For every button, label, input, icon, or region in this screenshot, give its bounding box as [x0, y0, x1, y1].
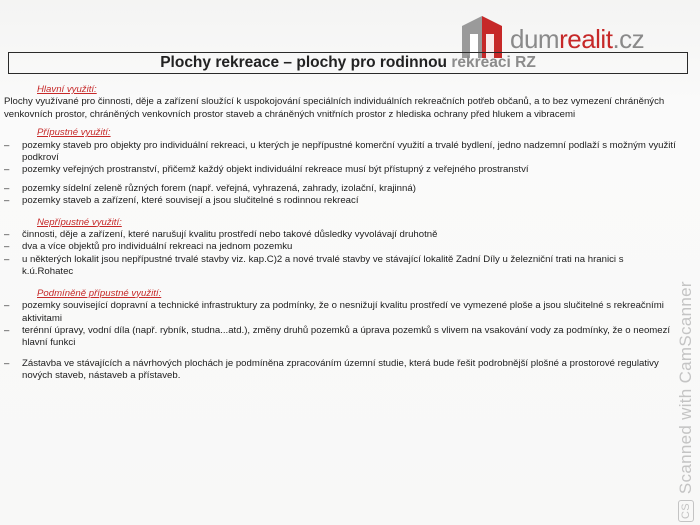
list-item: – pozemky veřejných prostranství, přičemž každý objekt individuální rekreace musí být přístupný z veřejného prostranství	[4, 164, 529, 176]
nepripustne-list	[4, 229, 676, 279]
list-item: – dva a více objektů pro individuální rekreaci na jednom pozemku	[4, 241, 293, 253]
hlavni-text: Plochy využívané pro činnosti, děje a zařízení sloužící k uspokojování speciálních individuálních rekreačních potřeb občanů, a to bez vymezení chráněných venkovních prostor, chráněných venkovních prostor staveb a chráněných vnitřních prostor z hlediska ochrany před hlukem a vibracemi	[4, 96, 665, 120]
logo-part-cz: .cz	[612, 24, 645, 54]
item-text: u některých lokalit jsou nepřípustné trvalé stavby viz. kap.C)2 a nové trvalé stavby ve stávající lokalitě Zadní Díly u železniční trati na hranici s k.ú.Rohatec	[22, 253, 624, 278]
list-item: – pozemky související dopravní a technické infrastruktury za podmínky, že o nesnižují kvalitu prostředí ve vymezené ploše a jsou slučitelné s rekreačními aktivitami	[4, 300, 664, 324]
logo-wordmark	[510, 24, 644, 55]
list-item: – činnosti, děje a zařízení, které narušují kvalitu prostředí nebo takové důsledky vyvolávají druhotně	[4, 229, 438, 241]
item-text: pozemky sídelní zeleně různých forem (např. veřejná, vyhrazená, zahrady, izolační, krajinná)	[22, 182, 416, 194]
camscanner-text: Scanned with CamScanner	[676, 281, 695, 495]
heading-hlavni: Hlavní využití:	[37, 84, 97, 95]
item-text: činnosti, děje a zařízení, které narušují kvalitu prostředí nebo takové důsledky vyvolávají druhotně	[22, 229, 438, 241]
page-title	[9, 53, 687, 73]
list-item: – u některých lokalit jsou nepřípustné trvalé stavby viz. kap.C)2 a nové trvalé stavby ve stávající lokalitě Zadní Díly u železniční trati na hranici s k.ú.Rohatec	[4, 253, 624, 278]
list-item: – pozemky sídelní zeleně různých forem (např. veřejná, vyhrazená, zahrady, izolační, krajinná)	[4, 182, 416, 194]
title-faded: rekreaci RZ	[451, 54, 536, 71]
document-body	[4, 84, 676, 383]
logo-part-realit: realit	[559, 24, 613, 54]
title-main: Plochy rekreace – plochy pro rodinnou	[160, 54, 452, 71]
logo-part-dum: dum	[510, 24, 560, 54]
item-text: pozemky staveb pro objekty pro individuální rekreaci, u kterých je nepřípustné komerční využití a trvalé bydlení, jedno nadzemní podlaží s možným využití podkroví	[22, 139, 676, 164]
item-text: pozemky staveb a zařízení, které souvisejí a jsou slučitelné s rodinnou rekreací	[22, 195, 359, 207]
camscanner-watermark	[676, 281, 696, 522]
item-text: dva a více objektů pro individuální rekreaci na jednom pozemku	[22, 241, 293, 253]
list-item: – terénní úpravy, vodní díla (např. rybník, studna...atd.), změny druhů pozemků a úprava pozemků s vlivem na vsakování vody za podmínky, že o neomezí hlavní funkci	[4, 324, 671, 349]
title-box	[8, 52, 688, 74]
heading-nepripustne: Nepřípustné využití:	[37, 216, 122, 228]
camscanner-badge: CS	[678, 500, 694, 522]
pripustne-list	[4, 140, 676, 208]
heading-pripustne: Přípustné využití:	[37, 127, 111, 139]
item-text: Zástavba ve stávajících a návrhových plochách je podmíněna zpracováním územní studie, která bude řešit podrobnější plošné a prostorové regulativy nových staveb, nástaveb a přístaveb.	[22, 357, 659, 382]
list-item: – Zástavba ve stávajících a návrhových plochách je podmíněna zpracováním územní studie, která bude řešit podrobnější plošné a prostorové regulativy nových staveb, nástaveb a přístaveb.	[4, 357, 659, 382]
podminene-list	[4, 300, 676, 382]
heading-podminene: Podmíněně přípustné využití:	[37, 287, 162, 299]
item-text: pozemky související dopravní a technické infrastruktury za podmínky, že o nesnižují kvalitu prostředí ve vymezené ploše a jsou slučitelné s rekreačními aktivitami	[22, 300, 664, 324]
list-item: – pozemky staveb a zařízení, které souvisejí a jsou slučitelné s rodinnou rekreací	[4, 195, 359, 207]
item-text: terénní úpravy, vodní díla (např. rybník, studna...atd.), změny druhů pozemků a úprava pozemků s vlivem na vsakování vody za podmínky, že o neomezí hlavní funkci	[22, 324, 671, 349]
list-item: – pozemky staveb pro objekty pro individuální rekreaci, u kterých je nepřípustné komerční využití a trvalé bydlení, jedno nadzemní podlaží s možným využití podkroví	[4, 139, 676, 164]
item-text: pozemky veřejných prostranství, přičemž každý objekt individuální rekreace musí být přístupný z veřejného prostranství	[22, 164, 529, 176]
